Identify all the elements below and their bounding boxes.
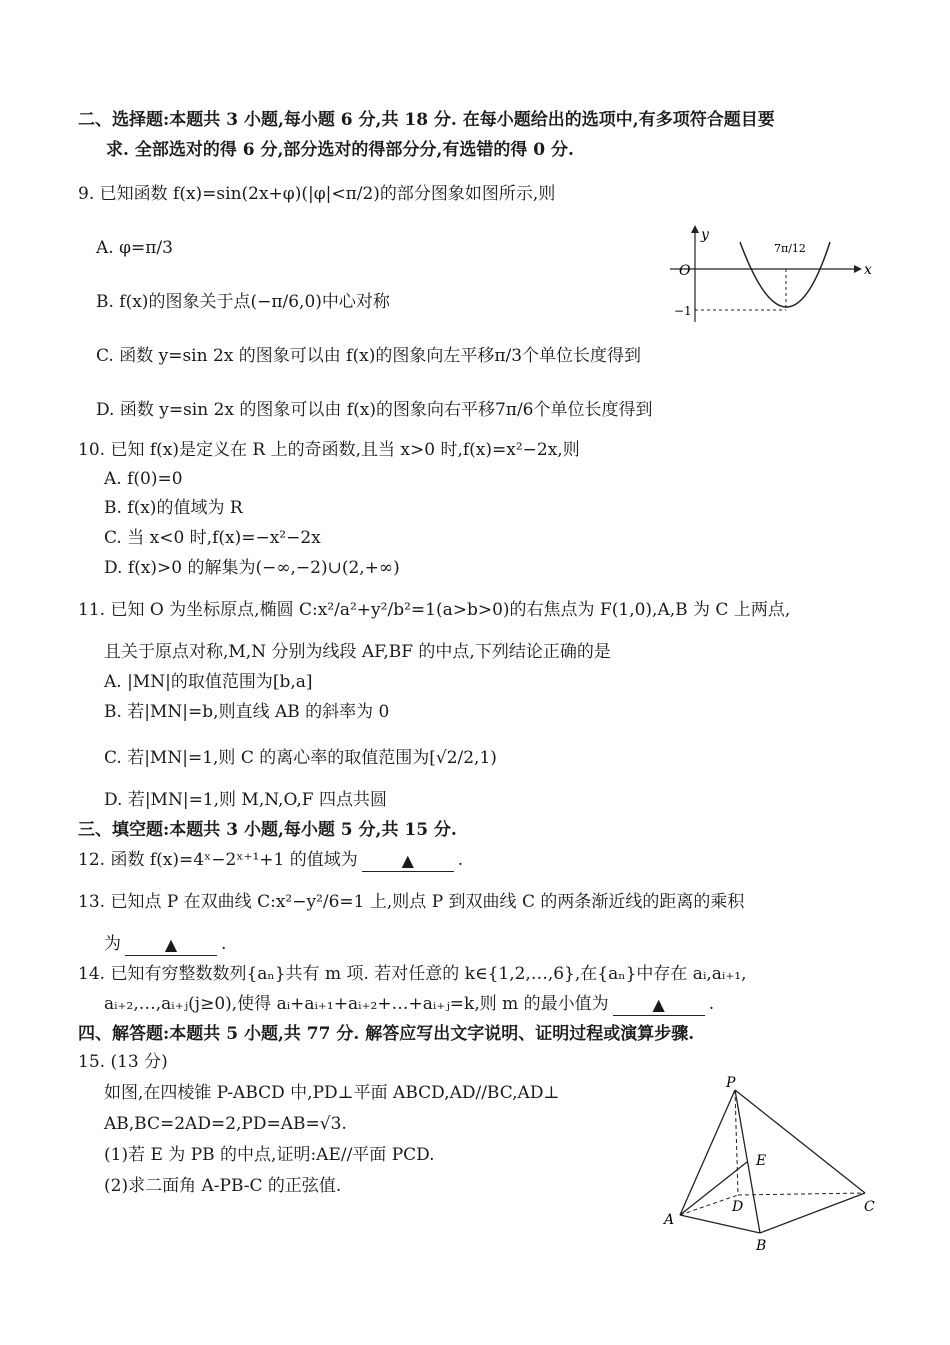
section2-heading-line1: 二、选择题:本题共 3 小题,每小题 6 分,共 18 分. 在每小题给出的选项中,有多项符合题目要 <box>78 110 775 130</box>
q13-answer-blank[interactable] <box>125 933 217 956</box>
q12-end: . <box>457 850 464 870</box>
q11-option-a: A. |MN|的取值范围为[b,a] <box>104 672 313 692</box>
edge-bc <box>760 1193 865 1233</box>
q11-option-d: D. 若|MN|=1,则 M,N,O,F 四点共圆 <box>104 790 387 810</box>
q13-line2 <box>104 932 226 956</box>
point-e-label: E <box>756 1153 767 1169</box>
origin-label: O <box>679 263 691 279</box>
answer-marker-icon: ▲ <box>652 995 665 1014</box>
q11-option-c: C. 若|MN|=1,则 C 的离心率的取值范围为[√2/2,1) <box>104 748 497 768</box>
q9-option-d: D. 函数 y=sin 2x 的图象可以由 f(x)的图象向右平移7π/6个单位长度得到 <box>96 400 653 420</box>
x-axis-label: x <box>864 262 872 278</box>
q9-option-c: C. 函数 y=sin 2x 的图象可以由 f(x)的图象向左平移π/3个单位长度得到 <box>96 346 642 366</box>
section3-heading: 三、填空题:本题共 3 小题,每小题 5 分,共 15 分. <box>78 820 457 840</box>
vertex-c-label: C <box>864 1199 875 1215</box>
q15-part1: (1)若 E 为 PB 的中点,证明:AE//平面 PCD. <box>104 1145 435 1165</box>
q14-line2 <box>104 992 714 1016</box>
q14-stem-line1: 14. 已知有穷整数数列{aₙ}共有 m 项. 若对任意的 k∈{1,2,…,6},在{aₙ}中存在 aᵢ,aᵢ₊₁, <box>78 964 747 984</box>
vertex-b-label: B <box>756 1238 767 1254</box>
q12-line <box>78 848 463 872</box>
edge-ab <box>680 1215 760 1233</box>
hidden-edge-dc <box>738 1193 865 1195</box>
answer-marker-icon: ▲ <box>164 935 178 954</box>
q15-number: 15. (13 分) <box>78 1052 168 1072</box>
edge-pc <box>735 1090 865 1193</box>
q12-answer-blank[interactable] <box>362 849 454 872</box>
q14-end: . <box>708 994 715 1014</box>
hidden-edge-ad <box>680 1195 738 1215</box>
q10-option-d: D. f(x)>0 的解集为(−∞,−2)∪(2,+∞) <box>104 558 400 578</box>
q15-part2: (2)求二面角 A-PB-C 的正弦值. <box>104 1176 342 1196</box>
y-axis-arrow-icon <box>691 225 699 233</box>
q15-line1: 如图,在四棱锥 P-ABCD 中,PD⊥平面 ABCD,AD//BC,AD⊥ <box>104 1083 560 1103</box>
q11-stem-line2: 且关于原点对称,M,N 分别为线段 AF,BF 的中点,下列结论正确的是 <box>104 642 611 662</box>
answer-marker-icon: ▲ <box>401 851 414 870</box>
q11-stem-line1: 11. 已知 O 为坐标原点,椭圆 C:x²/a²+y²/b²=1(a>b>0)的右焦点为 F(1,0),A,B 为 C 上两点, <box>78 600 791 620</box>
q10-option-a: A. f(0)=0 <box>104 469 183 489</box>
vertex-p-label: P <box>726 1075 736 1091</box>
q12-stem: 12. 函数 f(x)=4ˣ−2ˣ⁺¹+1 的值域为 <box>78 850 358 870</box>
q11-option-b: B. 若|MN|=b,则直线 AB 的斜率为 0 <box>104 702 390 722</box>
vertex-d-label: D <box>732 1199 744 1215</box>
q14-stem-line2: aᵢ₊₂,…,aᵢ₊ⱼ(j≥0),使得 aᵢ+aᵢ₊₁+aᵢ₊₂+…+aᵢ₊ⱼ=k,则 m 的最小值为 <box>104 994 609 1014</box>
q14-answer-blank[interactable] <box>613 993 705 1016</box>
y-axis-label: y <box>701 227 709 243</box>
x-tick-label: 7π/12 <box>774 242 806 255</box>
q13-end: . <box>221 934 227 954</box>
q10-option-b: B. f(x)的值域为 R <box>104 498 243 518</box>
q9-sine-graph-figure <box>670 222 880 332</box>
q15-line2: AB,BC=2AD=2,PD=AB=√3. <box>104 1114 347 1134</box>
q13-stem-line2: 为 <box>104 934 121 954</box>
section4-heading: 四、解答题:本题共 5 小题,共 77 分. 解答应写出文字说明、证明过程或演算步骤. <box>78 1024 695 1044</box>
q15-pyramid-figure <box>660 1075 890 1255</box>
section2-heading-line2: 求. 全部选对的得 6 分,部分选对的得部分分,有选错的得 0 分. <box>106 140 574 160</box>
y-tick-label: −1 <box>674 304 692 318</box>
x-axis-arrow-icon <box>854 265 862 273</box>
q10-stem: 10. 已知 f(x)是定义在 R 上的奇函数,且当 x>0 时,f(x)=x²−2x,则 <box>78 440 580 460</box>
q9-option-b: B. f(x)的图象关于点(−π/6,0)中心对称 <box>96 292 390 312</box>
q13-stem-line1: 13. 已知点 P 在双曲线 C:x²−y²/6=1 上,则点 P 到双曲线 C 的两条渐近线的距离的乘积 <box>78 892 745 912</box>
vertex-a-label: A <box>664 1212 675 1228</box>
edge-pa <box>680 1090 735 1215</box>
q9-option-a: A. φ=π/3 <box>96 238 173 258</box>
q10-option-c: C. 当 x<0 时,f(x)=−x²−2x <box>104 528 321 548</box>
q9-stem: 9. 已知函数 f(x)=sin(2x+φ)(|φ|<π/2)的部分图象如图所示,则 <box>78 184 556 204</box>
